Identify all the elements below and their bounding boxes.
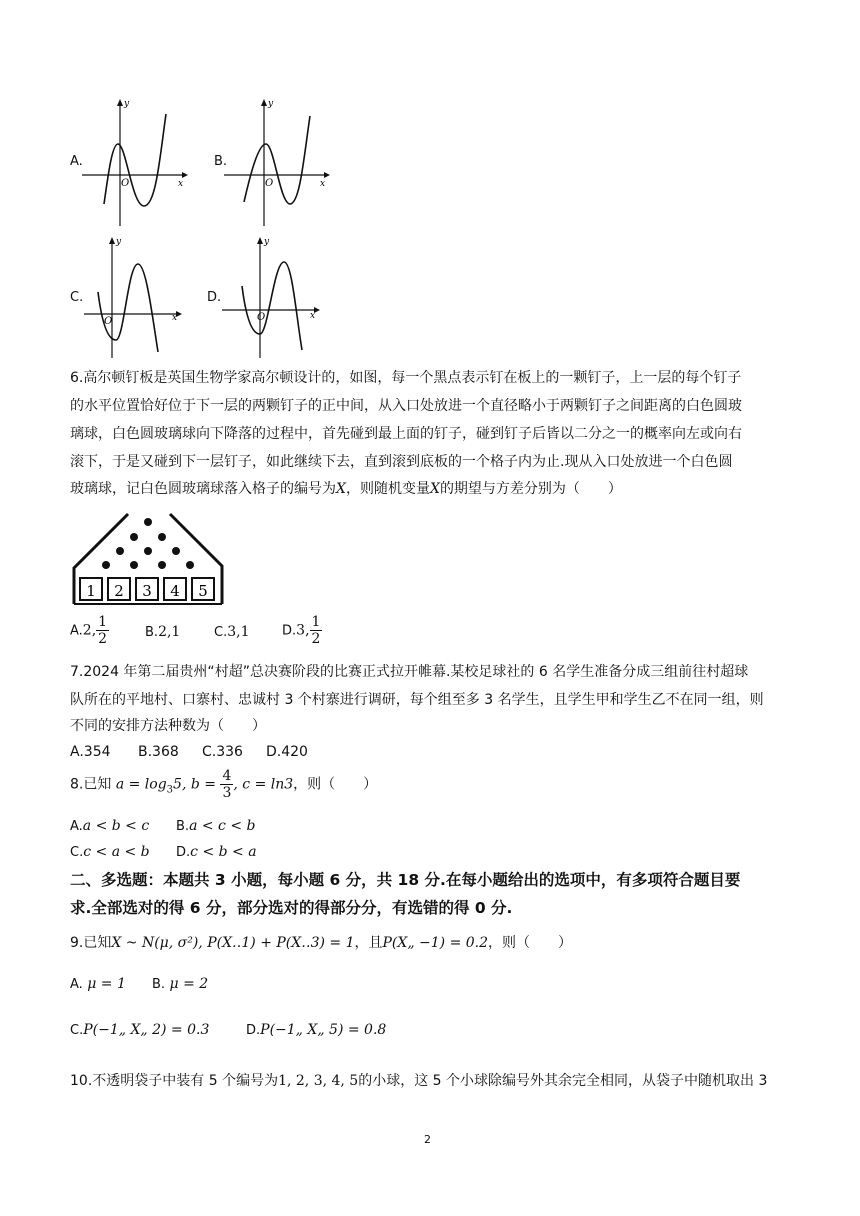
q6-line-4: 滚下，于是又碰到下一层钉子，如此继续下去，直到滚到底板的一个格子内为止.现从入口处放进一个白色圆 (70, 454, 733, 470)
slot-2: 2 (114, 582, 124, 600)
q7-line-1: 7.2024 年第二届贵州“村超”总决赛阶段的比赛正式拉开帷幕.某校足球社的 6 名学生准备分成三组前往村超球 (70, 664, 749, 680)
svg-text:x: x (172, 313, 178, 323)
svg-text:O: O (265, 178, 274, 189)
svg-text:O: O (121, 178, 130, 189)
q9-option-b: B. μ = 2 (152, 976, 209, 992)
q7-option-c: C.336 (202, 744, 243, 760)
slot-1: 1 (86, 582, 96, 600)
svg-text:y: y (116, 237, 122, 247)
q8-stem: 8.已知 $a = \log_35$, b = $\frac{4}{3}$ , c = ln3，则（ ） (70, 768, 378, 801)
q9-stem: 9.已知X ~ N(μ, σ²), P(X‥1) + P(X‥3) = 1，且P(X„ −1) = 0.2，则（ ） (70, 935, 573, 951)
svg-text:y: y (264, 237, 270, 247)
slot-5: 5 (198, 582, 208, 600)
section-2-heading-line-1: 二、多选题：本题共 3 小题，每小题 6 分，共 18 分.在每小题给出的选项中，有多项符合题目要 (70, 871, 741, 889)
svg-text:O: O (104, 316, 113, 327)
graph-option-d (222, 234, 322, 358)
q8-option-b: B.a < c < b (176, 818, 256, 834)
q6-line-1: 6.高尔顿钉板是英国生物学家高尔顿设计的，如图，每一个黑点表示钉在板上的一颗钉子，上一层的每个钉子 (70, 370, 742, 386)
svg-text:y: y (268, 99, 274, 109)
q6-option-b: B.2,1 (145, 624, 181, 640)
slot-3: 3 (142, 582, 152, 600)
q9-option-c: C.P(−1„ X„ 2) = 0.3 (70, 1022, 210, 1038)
svg-text:x: x (310, 311, 316, 321)
svg-text:O: O (257, 312, 266, 323)
graph-option-b (224, 96, 330, 226)
option-c-label: C. (70, 290, 84, 305)
var-x: X (336, 481, 346, 497)
graph-option-c (84, 234, 184, 358)
q9-option-d: D.P(−1„ X„ 5) = 0.8 (246, 1022, 387, 1038)
option-d-label: D. (207, 290, 222, 305)
option-b-label: B. (214, 154, 228, 169)
q7-line-3: 不同的安排方法种数为（ ） (70, 718, 266, 734)
q8-option-c: C.c < a < b (70, 844, 150, 860)
q9-option-a: A. μ = 1 (70, 976, 126, 992)
q8-option-a: A.a < b < c (70, 818, 150, 834)
q6-option-a: A.2, $\frac{1}{2}$ (70, 614, 108, 647)
q6-line-2: 的水平位置恰好位于下一层的两颗钉子的正中间，从入口处放进一个直径略小于两颗钉子之间距离的白色圆玻 (70, 398, 742, 414)
svg-text:x: x (178, 179, 184, 189)
graph-option-a (82, 96, 188, 226)
q6-option-c: C.3,1 (214, 624, 250, 640)
galton-board-figure (72, 512, 224, 608)
q6-line-3: 璃球，白色圆玻璃球向下降落的过程中，首先碰到最上面的钉子，碰到钉子后皆以二分之一的概率向左或向右 (70, 426, 742, 442)
section-2-heading-line-2: 求.全部选对的得 6 分，部分选对的得部分分，有选错的得 0 分. (70, 899, 513, 917)
q7-line-2: 队所在的平地村、口寨村、忠诚村 3 个村寨进行调研，每个组至多 3 名学生，且学生甲和学生乙不在同一组，则 (70, 692, 764, 708)
q10-stem: 10.不透明袋子中装有 5 个编号为1, 2, 3, 4, 5的小球，这 5 个小球除编号外其余完全相同，从袋子中随机取出 3 (70, 1073, 768, 1089)
option-a-label: A. (70, 154, 83, 169)
slot-4: 4 (170, 582, 180, 600)
q6-line-5: 玻璃球，记白色圆玻璃球落入格子的编号为X，则随机变量X的期望与方差分别为（ ） (70, 481, 622, 497)
svg-text:x: x (320, 179, 326, 189)
q7-option-b: B.368 (138, 744, 179, 760)
q8-option-d: D.c < b < a (176, 844, 257, 860)
page-number: 2 (424, 1133, 431, 1146)
svg-text:y: y (124, 99, 130, 109)
q7-option-d: D.420 (266, 744, 308, 760)
q6-option-d: D.3, $\frac{1}{2}$ (282, 614, 321, 647)
q7-option-a: A.354 (70, 744, 111, 760)
